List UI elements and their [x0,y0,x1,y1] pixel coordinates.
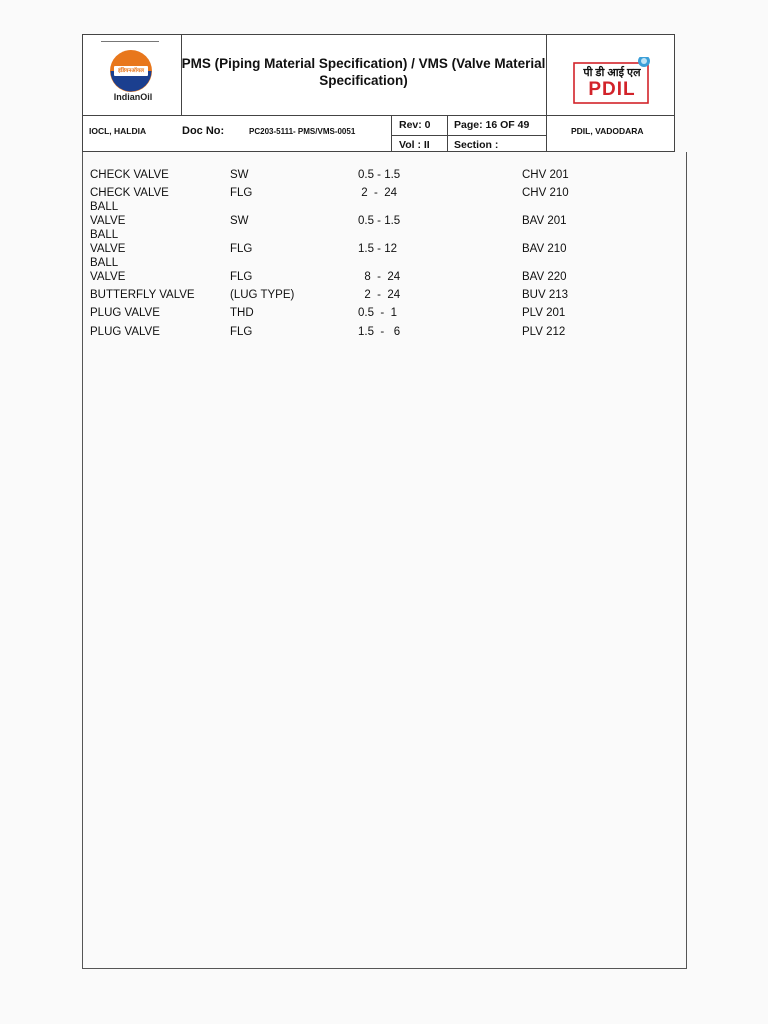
valve-type: PLUG VALVE [90,307,160,319]
end-connection: FLG [230,326,253,338]
valve-code: BAV 210 [522,243,567,255]
end-connection: THD [230,307,254,319]
valve-type-prefix: BALL [90,229,119,241]
size-range: 2 - 24 [358,187,397,199]
size-range: 2 - 24 [358,289,401,301]
valve-type-prefix: BALL [90,257,119,269]
page-number: Page: 16 OF 49 [454,119,530,131]
table-row [90,271,650,285]
pdil-logo [573,57,653,105]
valve-code: BAV 220 [522,271,567,283]
valve-type: VALVE [90,271,126,283]
valve-code: PLV 201 [522,307,566,319]
table-row [90,289,650,303]
doc-no-value: PC203-5111- PMS/VMS-0051 [249,127,356,136]
valve-code: BAV 201 [522,215,567,227]
end-connection: FLG [230,243,253,255]
end-connection: SW [230,215,249,227]
revision: Rev: 0 [399,119,431,131]
size-range: 8 - 24 [358,271,401,283]
client-name: IOCL, HALDIA [89,126,147,136]
logo-rule [101,41,159,42]
size-range: 0.5 - 1.5 [358,169,401,181]
consultant-name: PDIL, VADODARA [571,126,644,136]
size-range: 1.5 - 12 [358,243,397,255]
valve-type-prefix: BALL [90,201,119,213]
valve-type: PLUG VALVE [90,326,160,338]
pdil-logo-text: PDIL [588,79,636,100]
table-row [90,215,650,229]
table-row [90,243,650,257]
table-row [90,169,650,183]
end-connection: SW [230,169,249,181]
valve-code: BUV 213 [522,289,569,301]
document-title: PMS (Piping Material Specification) / VMS (Valve Material Specification) [181,56,546,88]
doc-no-label: Doc No: [182,125,225,137]
valve-code: PLV 212 [522,326,566,338]
size-range: 1.5 - 6 [358,326,401,338]
valve-type: VALVE [90,243,126,255]
table-row [90,307,650,321]
divider [447,115,448,152]
end-connection: FLG [230,271,253,283]
client-logo [83,35,181,115]
valve-type: CHECK VALVE [90,187,169,199]
valve-type: BUTTERFLY VALVE [90,289,195,301]
table-row [90,326,650,340]
valve-code: CHV 210 [522,187,569,199]
logo-hindi-text: इंडियनऑयल [118,68,144,74]
divider [391,115,392,152]
logo-name: IndianOil [113,92,153,102]
document-header [82,34,675,152]
pdil-hindi-text: पी डी आई एल [583,67,641,79]
table-row [90,187,650,201]
divider [83,115,674,116]
section: Section : [454,139,499,151]
end-connection: (LUG TYPE) [230,289,295,301]
size-range: 0.5 - 1.5 [358,215,401,227]
volume: Vol : II [399,139,430,151]
valve-code: CHV 201 [522,169,569,181]
divider [391,135,547,136]
end-connection: FLG [230,187,253,199]
size-range: 0.5 - 1 [358,307,397,319]
valve-type: VALVE [90,215,126,227]
valve-type: CHECK VALVE [90,169,169,181]
